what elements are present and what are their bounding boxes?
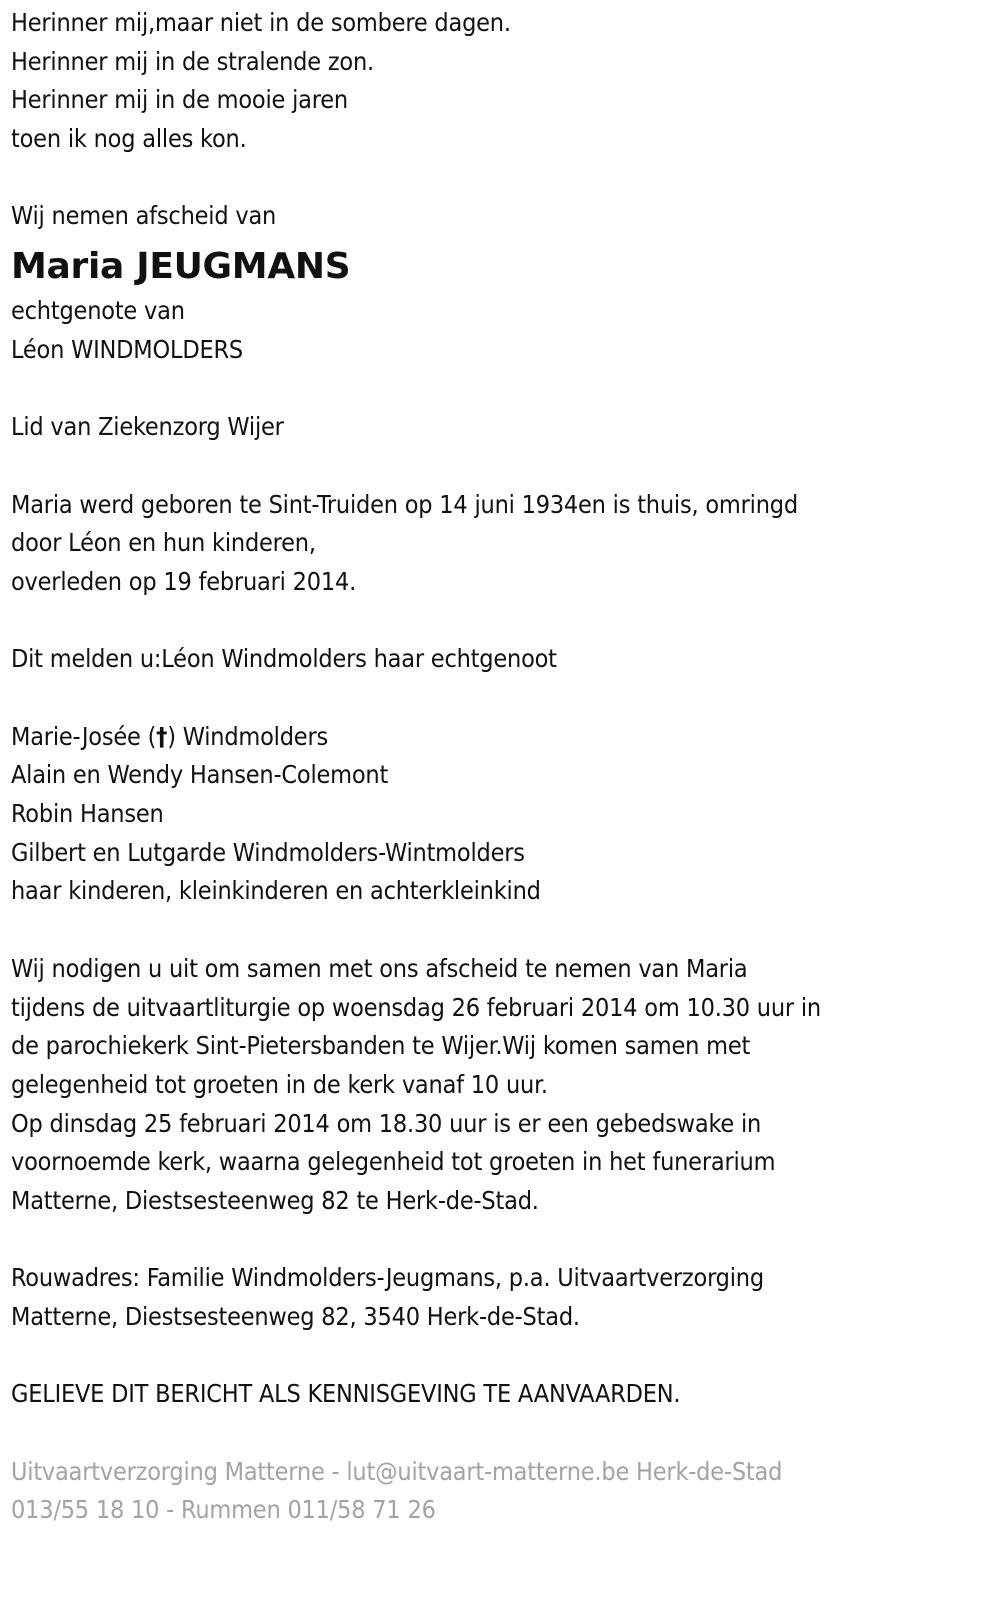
spacer — [11, 911, 991, 950]
family-member: Robin Hansen — [11, 799, 164, 829]
spacer — [11, 602, 991, 641]
poem-line: Herinner mij in de mooie jaren — [11, 85, 348, 115]
family-list — [11, 718, 991, 911]
spacer — [11, 370, 991, 409]
footer-line: 013/55 18 10 - Rummen 011/58 71 26 — [11, 1495, 436, 1525]
poem — [11, 4, 991, 159]
cross-icon: † — [156, 721, 168, 751]
ceremony-line: Op dinsdag 25 februari 2014 om 18.30 uur is er een gebedswake in — [11, 1108, 762, 1138]
ceremony-line: Wij nodigen u uit om samen met ons afscheid te nemen van Maria — [11, 953, 748, 983]
poem-line: Herinner mij in de stralende zon. — [11, 46, 374, 76]
family-member-name-part: Marie-Josée ( — [11, 721, 157, 751]
spouse-name: Léon WINDMOLDERS — [11, 334, 243, 364]
footer-line: Uitvaartverzorging Matterne - lut@uitvaart-matterne.be Herk-de-Stad — [11, 1456, 783, 1486]
mourning-address-line: Rouwadres: Familie Windmolders-Jeugmans, p.a. Uitvaartverzorging — [11, 1263, 764, 1293]
spacer — [11, 447, 991, 486]
relation-text: echtgenote van — [11, 296, 185, 326]
footer — [11, 1453, 991, 1530]
biography — [11, 486, 991, 602]
family-member: Gilbert en Lutgarde Windmolders-Wintmolders — [11, 837, 525, 867]
spacer — [11, 1221, 991, 1260]
family-member-deceased — [11, 718, 991, 757]
ceremony-details — [11, 950, 991, 1221]
announcers-intro: Dit melden u:Léon Windmolders haar echtgenoot — [11, 644, 557, 674]
ceremony-line: voornoemde kerk, waarna gelegenheid tot groeten in het funerarium — [11, 1147, 776, 1177]
biography-line: door Léon en hun kinderen, — [11, 528, 316, 558]
spacer — [11, 1337, 991, 1376]
biography-line: Maria werd geboren te Sint-Truiden op 14 juni 1934en is thuis, omringd — [11, 489, 798, 519]
ceremony-line: tijdens de uitvaartliturgie op woensdag 26 februari 2014 om 10.30 uur in — [11, 992, 821, 1022]
biography-line: overleden op 19 februari 2014. — [11, 566, 357, 596]
mourning-address-line: Matterne, Diestsesteenweg 82, 3540 Herk-de-Stad. — [11, 1302, 580, 1331]
notice-text: GELIEVE DIT BERICHT ALS KENNISGEVING TE AANVAARDEN. — [11, 1379, 681, 1409]
deceased-name: Maria JEUGMANS — [11, 246, 351, 288]
poem-line: toen ik nog alles kon. — [11, 124, 247, 154]
mourning-address — [11, 1259, 991, 1336]
spacer — [11, 159, 991, 198]
family-member-name-part: ) Windmolders — [167, 721, 329, 751]
membership-text: Lid van Ziekenzorg Wijer — [11, 412, 284, 442]
family-summary: haar kinderen, kleinkinderen en achterkleinkind — [11, 876, 541, 906]
spacer — [11, 1414, 991, 1453]
spacer — [11, 679, 991, 718]
poem-line: Herinner mij,maar niet in de sombere dagen. — [11, 8, 511, 37]
ceremony-line: de parochiekerk Sint-Pietersbanden te Wijer.Wij komen samen met — [11, 1031, 751, 1061]
ceremony-line: Matterne, Diestsesteenweg 82 te Herk-de-Stad. — [11, 1185, 539, 1215]
ceremony-line: gelegenheid tot groeten in de kerk vanaf 10 uur. — [11, 1069, 548, 1099]
intro-text: Wij nemen afscheid van — [11, 201, 277, 231]
family-member: Alain en Wendy Hansen-Colemont — [11, 760, 389, 790]
